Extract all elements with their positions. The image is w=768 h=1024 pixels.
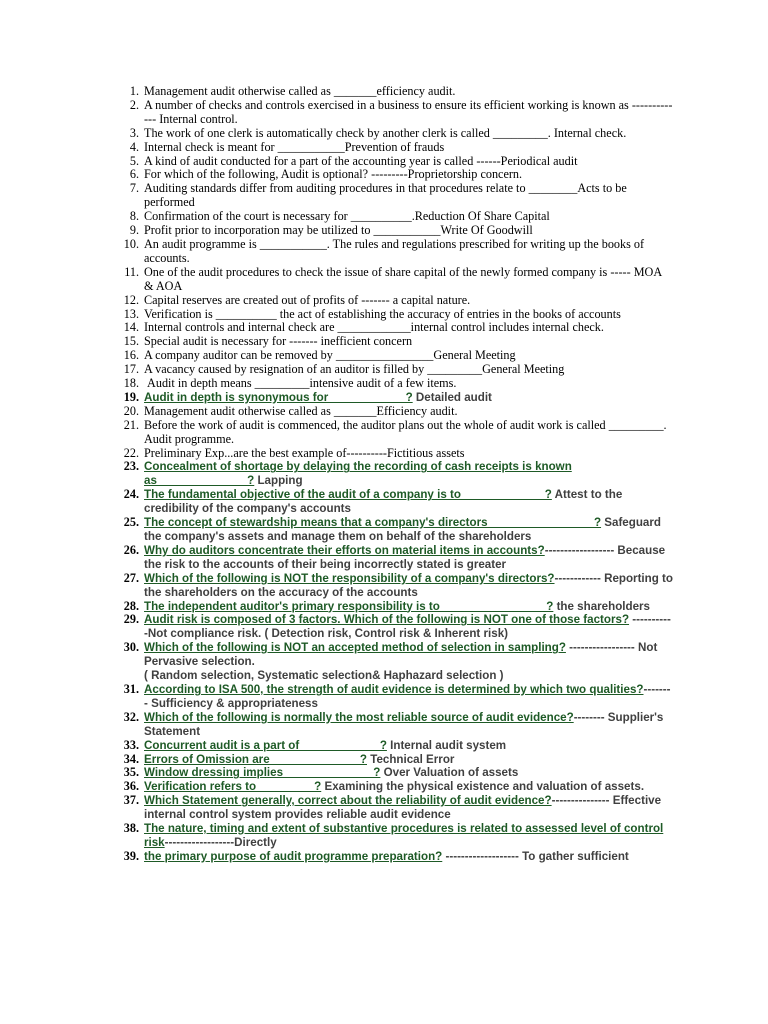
item-text: Management audit otherwise called as _______efficiency audit. (144, 84, 456, 98)
list-item (113, 447, 673, 461)
item-number: 24. (123, 487, 139, 502)
list-item (113, 794, 673, 822)
list-item (113, 419, 673, 447)
item-number: 10. (123, 236, 139, 251)
item-number: 35. (123, 765, 139, 780)
item-number: 23. (123, 459, 139, 474)
list-item (113, 544, 673, 572)
item-number: 26. (123, 542, 139, 557)
answer-text: Detailed audit (412, 390, 492, 404)
list-item (113, 308, 673, 322)
question-text: Why do auditors concentrate their efforts on material items in accounts? (144, 543, 545, 557)
item-number: 27. (123, 570, 139, 585)
item-number: 7. (129, 181, 139, 196)
list-item (113, 377, 673, 391)
list-item (113, 349, 673, 363)
list-item (113, 822, 673, 850)
item-text: Verification is __________ the act of establishing the accuracy of entries in the books of accounts (144, 306, 621, 321)
list-item (113, 488, 673, 516)
item-text: For which of the following, Audit is optional? ---------Proprietorship concern. (144, 167, 523, 182)
question-text: The independent auditor's primary responsibility is to ________________? (144, 599, 554, 613)
item-number: 33. (123, 737, 139, 752)
item-text: Management audit otherwise called as _______Efficiency audit. (144, 403, 458, 418)
item-number: 30. (123, 640, 139, 655)
item-text: Profit prior to incorporation may be utilized to ___________Write Of Goodwill (144, 223, 533, 238)
list-item (113, 460, 673, 488)
item-number: 21. (123, 417, 139, 432)
item-text: Special audit is necessary for ------- inefficient concern (144, 334, 413, 349)
question-text: Concealment of shortage by delaying the recording of cash receipts is known as______________? (144, 460, 572, 488)
answer-text: the shareholders (553, 599, 650, 613)
answer-text: -----------Not compliance risk. ( Detection risk, Control risk & Inherent risk) (144, 613, 671, 641)
item-number: 5. (129, 153, 139, 168)
answer-text: Lapping (254, 474, 303, 488)
answer-text: -------- Sufficiency & appropriateness (144, 682, 671, 710)
answer-text: Over Valuation of assets (380, 766, 519, 780)
answer-text: Safeguard the company's assets and manage them on behalf of the shareholders (144, 516, 665, 543)
question-text: The nature, timing and extent of substantive procedures is related to assessed level of control risk (144, 822, 664, 849)
item-number: 16. (123, 348, 139, 363)
item-number: 31. (123, 681, 139, 696)
item-number: 2. (129, 97, 139, 112)
item-number: 8. (129, 209, 139, 224)
question-text: Audit in depth is synonymous for____________? (144, 390, 413, 404)
item-number: 28. (123, 598, 139, 613)
item-number: 36. (123, 779, 139, 794)
item-text: Audit in depth means _________intensive audit of a few items. (144, 376, 457, 391)
item-number: 3. (129, 125, 139, 140)
question-text: Verification refers to_________? (144, 780, 322, 794)
item-number: 37. (123, 793, 139, 808)
question-text: Window dressing implies______________? (144, 766, 381, 780)
list-item (113, 155, 673, 169)
list-item (113, 641, 673, 683)
answer-text: Internal audit system (386, 738, 507, 752)
list-item (113, 850, 673, 864)
answer-text: ----------------- Not Pervasive selection. ( Random selection, Systematic selection& Haphazard selection ) (144, 641, 658, 683)
list-item (113, 683, 673, 711)
item-text: Auditing standards differ from auditing procedures in that procedures relate to ________Acts to be performed (144, 181, 630, 210)
list-item (113, 224, 673, 238)
answer-text: -------- Supplier's Statement (144, 710, 667, 738)
item-text: A number of checks and controls exercised in a business to ensure its efficient working is known as ------------- Internal control. (144, 97, 673, 126)
item-number: 34. (123, 751, 139, 766)
list-item (113, 266, 673, 294)
list-item (113, 335, 673, 349)
list-item (113, 363, 673, 377)
item-number: 38. (123, 821, 139, 836)
list-item (113, 570, 677, 600)
list-item (113, 127, 673, 141)
question-text: Which Statement generally, correct about the reliability of audit evidence? (144, 794, 552, 808)
item-text: Capital reserves are created out of profits of ------- a capital nature. (144, 292, 471, 307)
list-item (113, 753, 673, 767)
item-text: Internal controls and internal check are ____________internal control includes internal check. (144, 320, 604, 335)
list-item (113, 516, 673, 544)
item-number: 19. (123, 389, 139, 404)
list-item (113, 210, 673, 224)
list-item (113, 780, 673, 794)
item-number: 18. (123, 376, 139, 391)
question-text: According to ISA 500, the strength of audit evidence is determined by which two qualities? (144, 682, 644, 696)
list-item (113, 739, 673, 753)
answer-text: ------------------- To gather sufficient (442, 849, 629, 863)
item-number: 25. (123, 515, 139, 530)
list-item (113, 182, 673, 210)
question-text: Which of the following is NOT the responsibility of a company's directors? (144, 571, 555, 585)
item-text: Preliminary Exp...are the best example of----------Fictitious assets (144, 445, 465, 460)
list-item (113, 238, 673, 266)
list-item (113, 600, 673, 614)
question-list (113, 84, 677, 864)
question-text: Which of the following is normally the most reliable source of audit evidence? (144, 710, 574, 724)
question-text: Audit risk is composed of 3 factors. Which of the following is NOT one of those factors? (144, 613, 630, 627)
item-text: A company auditor can be removed by ________________General Meeting (144, 348, 516, 363)
item-number: 39. (123, 848, 139, 863)
item-number: 17. (123, 362, 139, 377)
item-number: 20. (123, 403, 139, 418)
list-item (113, 168, 673, 182)
answer-text: ------------------ Because the risk to the accounts of their being incorrectly stated is greater (144, 543, 669, 571)
list-item (113, 294, 673, 308)
question-text: The fundamental objective of the audit of a company is to_____________? (144, 488, 552, 502)
item-number: 9. (129, 223, 139, 238)
item-text: The work of one clerk is automatically check by another clerk is called _________. Internal check. (144, 125, 627, 140)
list-item (113, 85, 673, 99)
item-number: 4. (129, 139, 139, 154)
item-number: 29. (123, 612, 139, 627)
item-text: Internal check is meant for ___________Prevention of frauds (144, 139, 445, 154)
item-number: 12. (123, 292, 139, 307)
answer-text: ------------ Reporting to the shareholders on the accuracy of the accounts (144, 571, 677, 599)
list-item (113, 141, 673, 155)
list-item (113, 766, 673, 780)
item-text: Before the work of audit is commenced, the auditor plans out the whole of audit work is called _________. Audit programme. (144, 417, 669, 446)
item-number: 13. (123, 306, 139, 321)
question-text: The concept of stewardship means that a company's directors ________________? (144, 516, 602, 530)
item-number: 22. (123, 445, 139, 460)
answer-text: Examining the physical existence and valuation of assets. (321, 780, 645, 794)
item-text: An audit programme is ___________. The rules and regulations prescribed for writing up the books of accounts. (144, 236, 648, 265)
answer-text: ------------------Directly (164, 835, 277, 849)
item-text: Confirmation of the court is necessary for __________.Reduction Of Share Capital (144, 209, 550, 224)
list-item (113, 391, 673, 405)
item-number: 15. (123, 334, 139, 349)
question-text: the primary purpose of audit programme preparation? (144, 849, 443, 863)
question-text: Errors of Omission are______________? (144, 752, 367, 766)
list-item (113, 711, 673, 739)
answer-text: Attest to the credibility of the company's accounts (144, 488, 626, 516)
list-item (113, 321, 673, 335)
answer-text: Technical Error (367, 752, 455, 766)
item-number: 32. (123, 709, 139, 724)
item-number: 14. (123, 320, 139, 335)
list-item (113, 99, 673, 127)
item-number: 1. (129, 84, 139, 98)
list-item (113, 613, 673, 641)
question-text: Concurrent audit is a part of ____________? (144, 738, 387, 752)
answer-text: --------------- Effective internal control system provides reliable audit evidence (144, 794, 665, 822)
item-number: 6. (129, 167, 139, 182)
item-text: A vacancy caused by resignation of an auditor is filled by _________General Meeting (144, 362, 565, 377)
item-number: 11. (124, 264, 139, 279)
list-item (113, 405, 673, 419)
item-text: A kind of audit conducted for a part of the accounting year is called ------Periodical audit (144, 153, 578, 168)
question-text: Which of the following is NOT an accepted method of selection in sampling? (144, 641, 566, 655)
item-text: One of the audit procedures to check the issue of share capital of the newly formed company is ----- MOA & AOA (144, 264, 665, 293)
